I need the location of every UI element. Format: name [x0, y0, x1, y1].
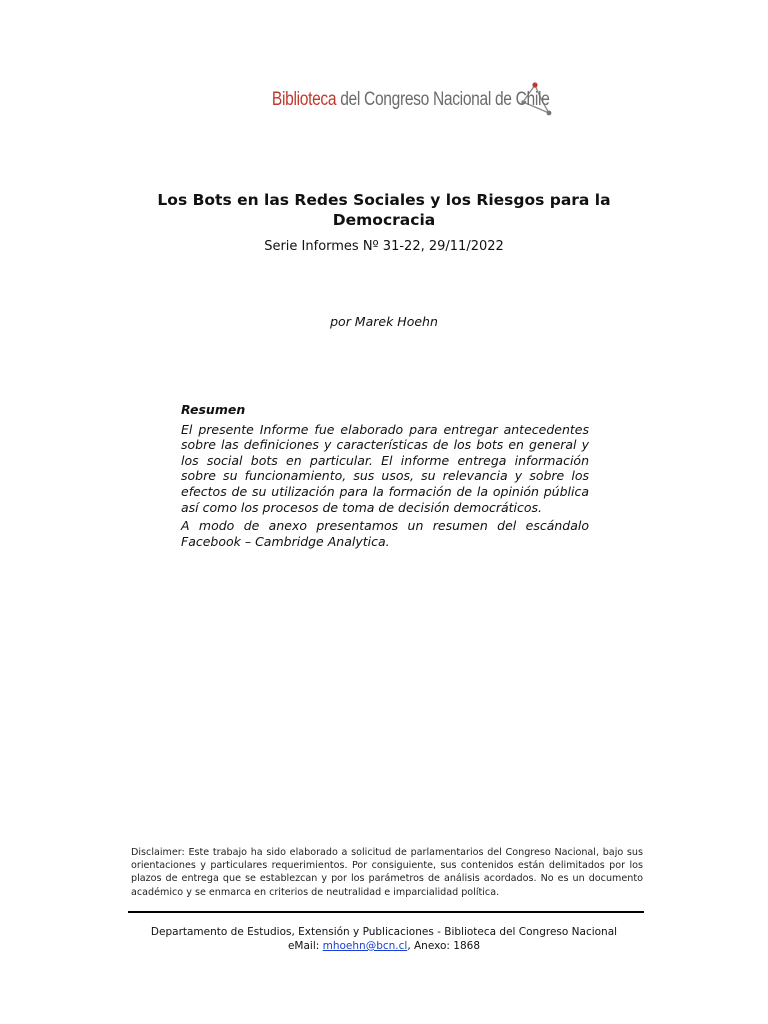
document-title: Los Bots en las Redes Sociales y los Riesgos para la Democracia: [157, 191, 611, 229]
abstract-heading: Resumen: [181, 402, 246, 417]
logo-text-congreso: del Congreso Nacional de Chile: [339, 89, 550, 110]
footer-contact: [0, 939, 768, 953]
logo-text-biblioteca: Biblioteca: [271, 89, 336, 110]
disclaimer-text: Disclaimer: Este trabajo ha sido elaborado a solicitud de parlamentarios del Congreso Nacional, bajo sus orientaciones y particulares requerimientos. Por consiguiente, sus contenidos están delimitados por los plazos de entrega que se establezcan y por los parámetros de análisis acordados. No es un documento académico y se enmarca en criterios de neutralidad e imparcialidad política.: [131, 847, 643, 898]
logo-text: [272, 89, 550, 111]
page-footer: [0, 925, 768, 953]
annex-text: , Anexo: 1868: [407, 940, 481, 952]
library-logo: [0, 80, 768, 120]
email-label: eMail:: [287, 940, 320, 952]
abstract-paragraph-2: A modo de anexo presentamos un resumen del escándalo Facebook – Cambridge Analytica.: [181, 518, 589, 549]
footer-department: Departamento de Estudios, Extensión y Publicaciones - Biblioteca del Congreso Nacional: [150, 926, 618, 938]
email-link[interactable]: mhoehn@bcn.cl: [322, 940, 408, 952]
abstract-paragraph-1: El presente Informe fue elaborado para entregar antecedentes sobre las definiciones y características de los bots en general y los social bots en particular. El informe entrega información sobre su funcionamiento, sus usos, su relevancia y sobre los efectos de su utilización para la formación de la opinión pública así como los procesos de toma de decisión democráticos.: [181, 421, 589, 515]
series-info: Serie Informes Nº 31-22, 29/11/2022: [264, 239, 504, 254]
abstract-section: [181, 402, 589, 552]
author-line: por Marek Hoehn: [330, 314, 438, 329]
footer-divider: [128, 911, 644, 913]
